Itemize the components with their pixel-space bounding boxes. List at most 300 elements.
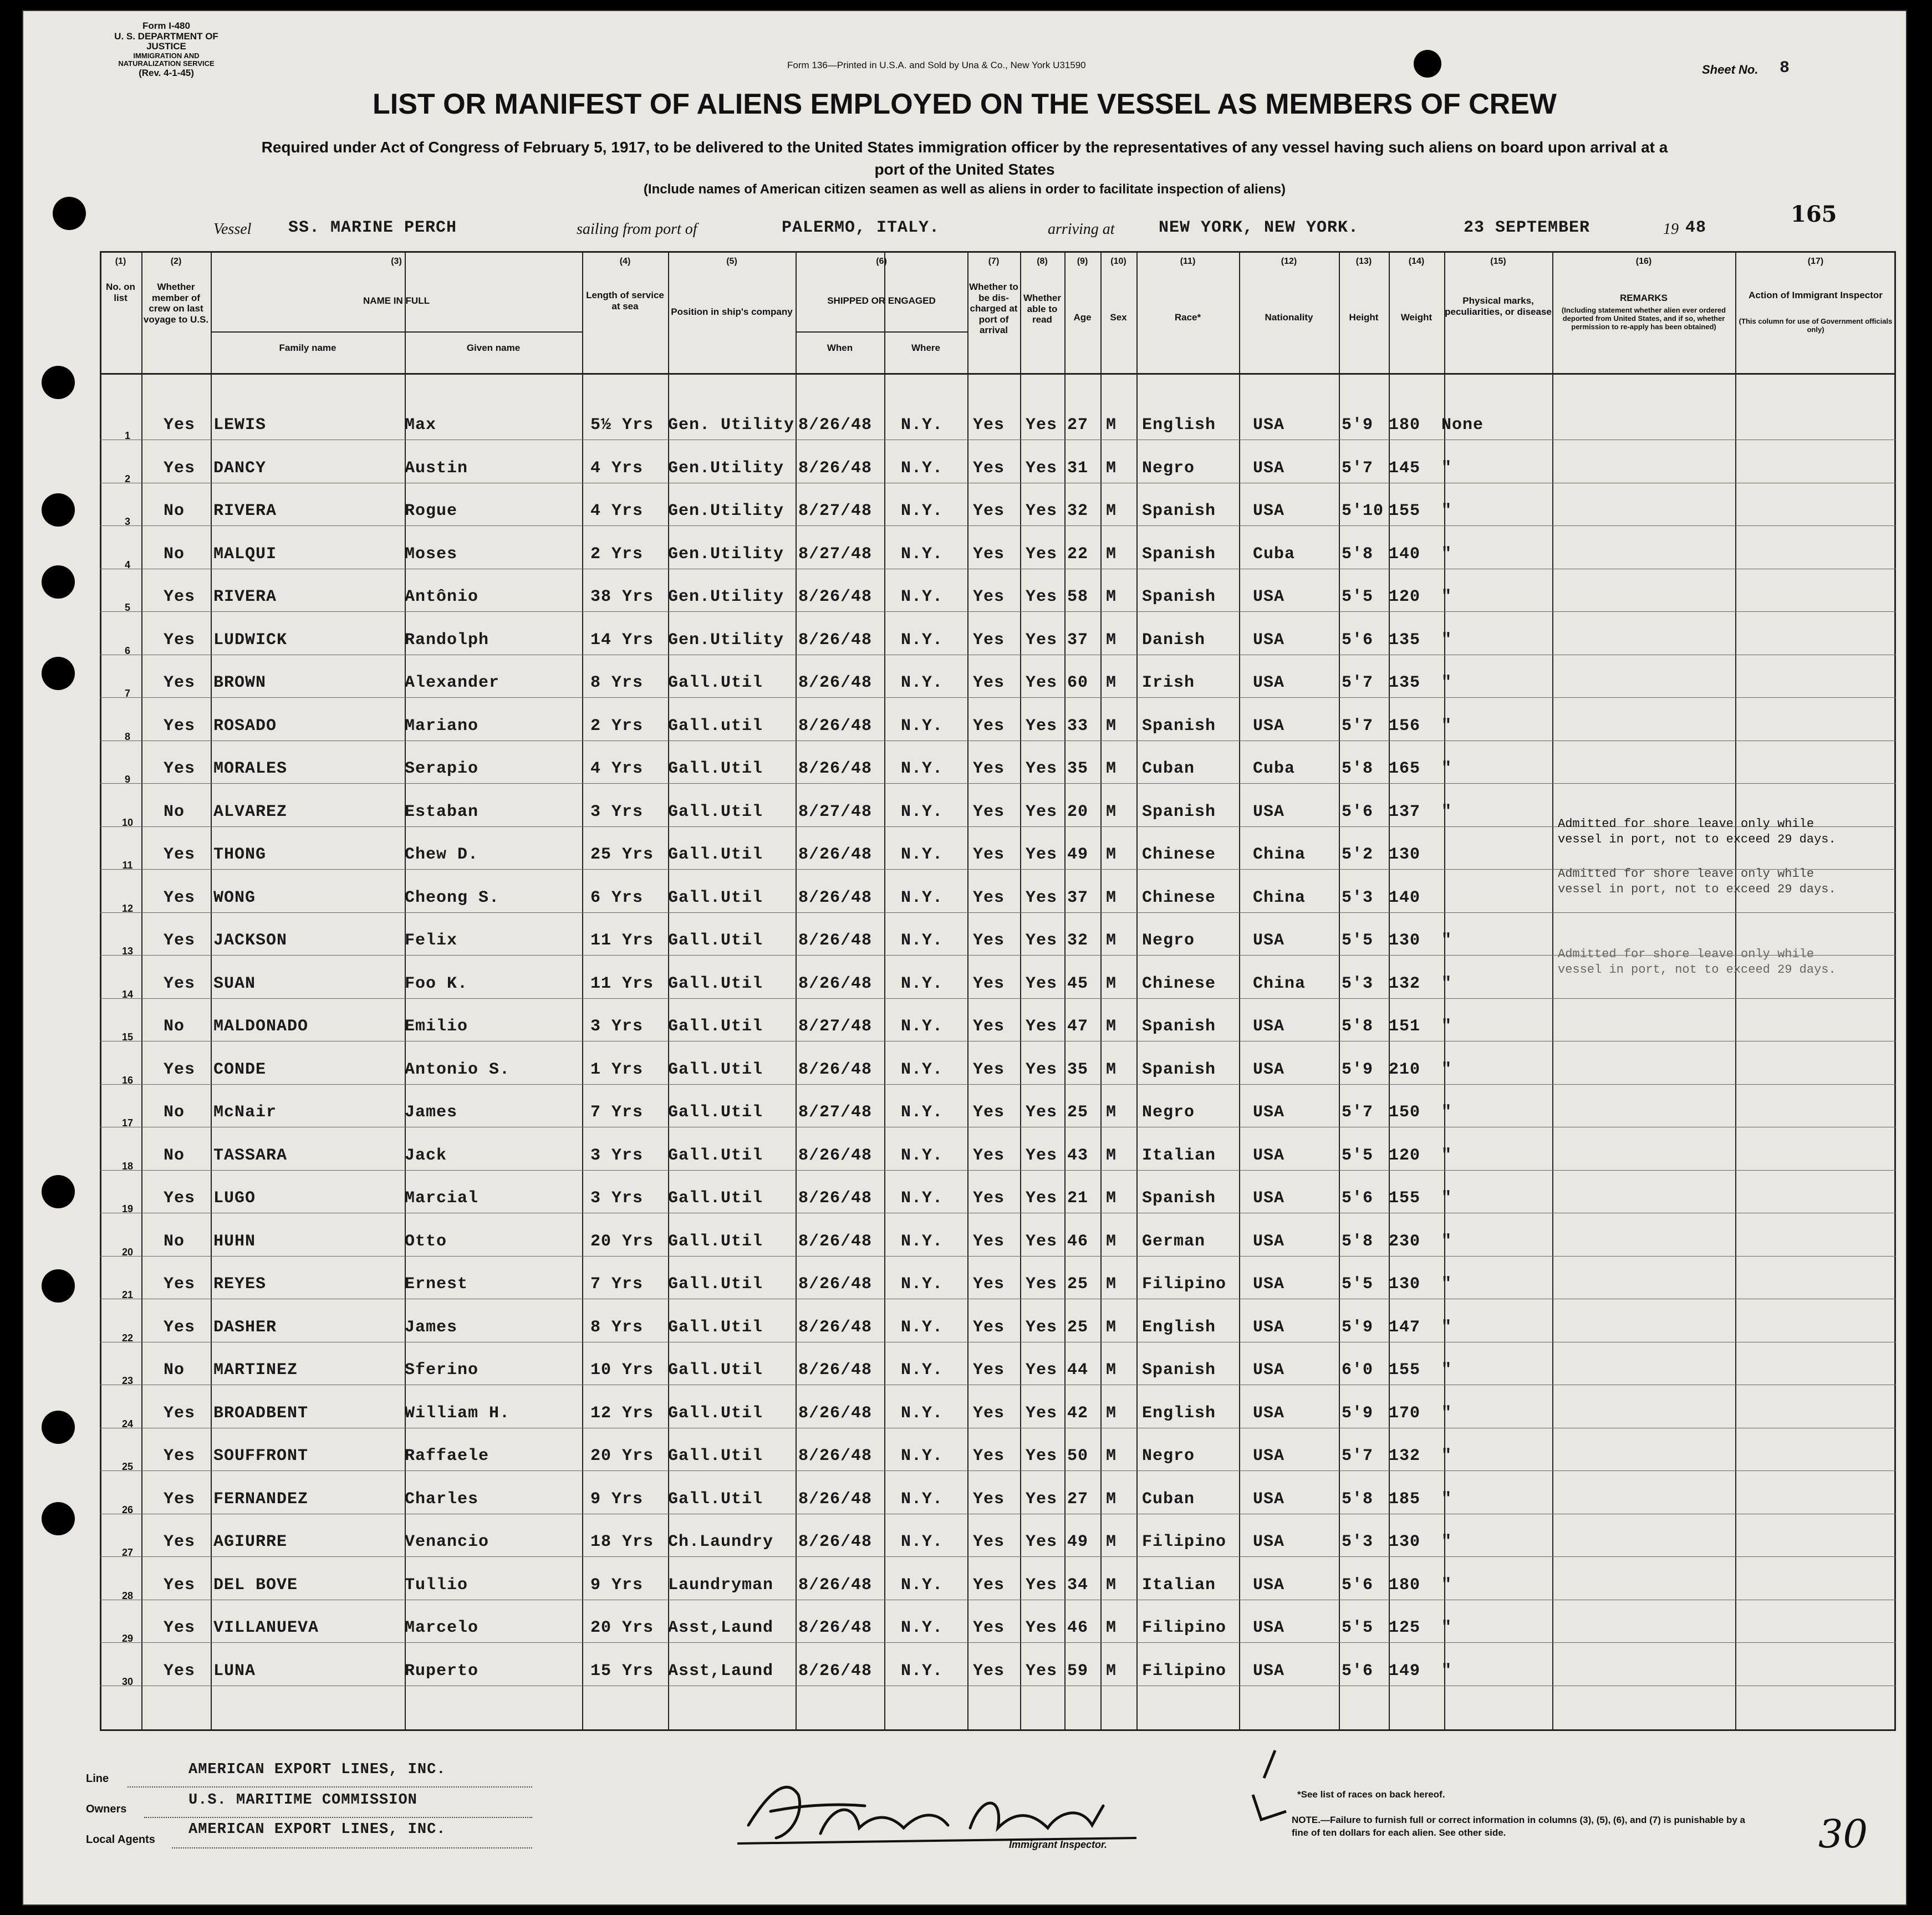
header-race: Race*: [1174, 312, 1201, 323]
row-number: 28: [121, 1590, 134, 1601]
shipped-where-cell: N.Y.: [901, 1146, 944, 1165]
shipped-where-cell: N.Y.: [901, 845, 944, 864]
nationality-cell: USA: [1253, 1361, 1285, 1380]
sex-cell: M: [1106, 588, 1117, 606]
position-cell: Gen.Utility: [668, 544, 784, 564]
physical-marks-cell: ": [1441, 502, 1452, 520]
position-cell: Gen.Utility: [668, 588, 784, 606]
given-name-cell: Felix: [405, 931, 458, 950]
race-cell: Filipino: [1142, 1618, 1227, 1637]
nationality-cell: USA: [1253, 673, 1285, 692]
age-cell: 25: [1067, 1317, 1089, 1337]
inspector-signature: [737, 1773, 1159, 1850]
height-cell: 5'6: [1342, 1189, 1374, 1208]
position-cell: Gall.Util: [668, 974, 763, 993]
given-name-cell: Austin: [405, 458, 468, 478]
subtitle-2: port of the United States: [874, 161, 1055, 178]
able-to-read-cell: Yes: [1026, 1060, 1058, 1079]
row-rule: [100, 1084, 1896, 1085]
row-number: 8: [124, 731, 130, 742]
height-cell: 5'9: [1342, 1317, 1374, 1337]
last-voyage-cell: Yes: [164, 1403, 196, 1423]
header-physical-marks: Physical marks, peculiarities, or disease: [1445, 295, 1552, 317]
shipped-when-cell: 8/26/48: [798, 416, 873, 435]
shipped-where-cell: N.Y.: [901, 1447, 944, 1465]
last-voyage-cell: Yes: [164, 1317, 196, 1337]
nationality-cell: Cuba: [1253, 544, 1296, 564]
family-name-cell: RIVERA: [213, 502, 277, 520]
shipped-where-cell: N.Y.: [901, 1103, 944, 1122]
position-cell: Gall.Util: [668, 1361, 763, 1380]
column-number: (10): [1110, 257, 1126, 266]
agency-line2: IMMIGRATION AND NATURALIZATION SERVICE: [118, 52, 215, 68]
header-position: Position in ship's company: [671, 307, 793, 317]
family-name-cell: DANCY: [213, 458, 267, 478]
shipped-where-cell: N.Y.: [901, 1489, 944, 1509]
race-cell: Negro: [1142, 458, 1195, 478]
shipped-when-cell: 8/26/48: [798, 673, 873, 692]
header-inspector-action: Action of Immigrant Inspector: [1749, 290, 1883, 300]
weight-cell: 130: [1389, 931, 1421, 950]
sex-cell: M: [1106, 1103, 1117, 1122]
last-voyage-cell: Yes: [164, 588, 196, 606]
family-name-cell: LUDWICK: [213, 630, 288, 650]
header-family-name: Family name: [279, 343, 337, 353]
given-name-cell: Mariano: [405, 716, 479, 736]
race-cell: Negro: [1142, 1103, 1195, 1122]
given-name-cell: Otto: [405, 1232, 447, 1251]
sex-cell: M: [1106, 458, 1117, 478]
discharged-cell: Yes: [973, 630, 1005, 650]
last-voyage-cell: No: [164, 1017, 185, 1036]
age-cell: 46: [1067, 1618, 1089, 1637]
height-cell: 5'3: [1342, 888, 1374, 907]
service-cell: 6 Yrs: [590, 888, 644, 907]
header-sex: Sex: [1110, 312, 1127, 323]
shipped-when-cell: 8/26/48: [798, 1146, 873, 1165]
family-name-cell: HUHN: [213, 1232, 256, 1251]
agents-label: Local Agents: [86, 1834, 155, 1846]
weight-cell: 130: [1389, 1533, 1421, 1551]
row-number: 16: [121, 1074, 134, 1086]
subtitle-1: Required under Act of Congress of February 5, 1917, to be delivered to the United States immigration officer by the representatives of any vessel having such aliens on board upon arrival at a: [261, 139, 1668, 156]
physical-marks-cell: ": [1441, 1575, 1452, 1595]
position-cell: Gen.Utility: [668, 630, 784, 650]
position-cell: Asst,Laund: [668, 1661, 774, 1681]
column-divider: [1100, 251, 1102, 1731]
owners-rule: [144, 1817, 532, 1818]
shipped-when-cell: 8/26/48: [798, 1232, 873, 1251]
shipped-where-cell: N.Y.: [901, 1403, 944, 1423]
sex-cell: M: [1106, 1447, 1117, 1465]
row-number: 23: [121, 1375, 134, 1386]
service-cell: 4 Yrs: [590, 759, 644, 778]
sex-cell: M: [1106, 759, 1117, 778]
column-divider: [211, 251, 212, 1731]
able-to-read-cell: Yes: [1026, 759, 1058, 778]
form-revision: (Rev. 4-1-45): [139, 67, 194, 78]
age-cell: 50: [1067, 1447, 1089, 1465]
row-number: 2: [124, 473, 130, 484]
last-voyage-cell: Yes: [164, 931, 196, 950]
service-cell: 7 Yrs: [590, 1103, 644, 1122]
weight-cell: 230: [1389, 1232, 1421, 1251]
physical-marks-cell: ": [1441, 1060, 1452, 1079]
race-cell: Irish: [1142, 673, 1195, 692]
age-cell: 31: [1067, 458, 1089, 478]
shipped-where-cell: N.Y.: [901, 673, 944, 692]
sex-cell: M: [1106, 1232, 1117, 1251]
position-cell: Gall.Util: [668, 1232, 763, 1251]
row-number: 18: [121, 1160, 134, 1172]
service-cell: 9 Yrs: [590, 1489, 644, 1509]
remark-row-14: Admitted for shore leave only while vessel in port, not to exceed 29 days.: [1558, 947, 1836, 977]
shipped-where-cell: N.Y.: [901, 502, 944, 520]
shipped-when-cell: 8/26/48: [798, 1447, 873, 1465]
physical-marks-cell: ": [1441, 1275, 1452, 1294]
race-cell: Filipino: [1142, 1275, 1227, 1294]
header-subdivider: [884, 331, 885, 373]
shipped-when-cell: 8/26/48: [798, 630, 873, 650]
weight-cell: 185: [1389, 1489, 1421, 1509]
service-cell: 38 Yrs: [590, 588, 654, 606]
last-voyage-cell: Yes: [164, 845, 196, 864]
header-no-on-list: No. on list: [106, 282, 135, 303]
physical-marks-cell: ": [1441, 544, 1452, 564]
given-name-cell: Alexander: [405, 673, 500, 692]
able-to-read-cell: Yes: [1026, 1361, 1058, 1380]
row-number: 30: [121, 1676, 134, 1687]
race-cell: English: [1142, 1317, 1216, 1337]
weight-cell: 156: [1389, 716, 1421, 736]
given-name-cell: James: [405, 1317, 458, 1337]
row-number: 11: [122, 860, 133, 871]
column-number: (17): [1807, 257, 1824, 266]
shipped-where-cell: N.Y.: [901, 1317, 944, 1337]
race-cell: Spanish: [1142, 1189, 1216, 1208]
row-number: 14: [121, 988, 134, 1000]
height-cell: 5'8: [1342, 1232, 1374, 1251]
subtitle-3: (Include names of American citizen seamen as well as aliens in order to facilitate inspection of aliens): [643, 182, 1286, 197]
given-name-cell: Rogue: [405, 502, 458, 520]
service-cell: 3 Yrs: [590, 1146, 644, 1165]
sex-cell: M: [1106, 1533, 1117, 1551]
column-divider: [582, 251, 583, 1731]
nationality-cell: USA: [1253, 1489, 1285, 1509]
last-voyage-cell: Yes: [164, 888, 196, 907]
header-length-of-service: Length of service at sea: [586, 290, 664, 311]
age-cell: 45: [1067, 974, 1089, 993]
position-cell: Gall.Util: [668, 1103, 763, 1122]
row-number: 26: [121, 1504, 134, 1515]
race-cell: Negro: [1142, 1447, 1195, 1465]
shipped-when-cell: 8/26/48: [798, 888, 873, 907]
sex-cell: M: [1106, 1575, 1117, 1595]
shipped-when-cell: 8/26/48: [798, 1361, 873, 1380]
race-cell: German: [1142, 1232, 1206, 1251]
height-cell: 5'9: [1342, 1403, 1374, 1423]
owners-label: Owners: [86, 1803, 127, 1815]
able-to-read-cell: Yes: [1026, 1575, 1058, 1595]
family-name-cell: McNair: [213, 1103, 277, 1122]
shipped-when-cell: 8/26/48: [798, 458, 873, 478]
discharged-cell: Yes: [973, 1317, 1005, 1337]
row-rule: [100, 1642, 1896, 1643]
weight-cell: 120: [1389, 1146, 1421, 1165]
row-number: 20: [121, 1246, 134, 1258]
weight-cell: 165: [1389, 759, 1421, 778]
nationality-cell: USA: [1253, 1403, 1285, 1423]
given-name-cell: Sferino: [405, 1361, 479, 1380]
sex-cell: M: [1106, 1618, 1117, 1637]
height-cell: 5'8: [1342, 1489, 1374, 1509]
punch-hole: [53, 197, 86, 230]
nationality-cell: Cuba: [1253, 759, 1296, 778]
shipped-when-cell: 8/26/48: [798, 1489, 873, 1509]
shipped-where-cell: N.Y.: [901, 1661, 944, 1681]
discharged-cell: Yes: [973, 416, 1005, 435]
nationality-cell: USA: [1253, 502, 1285, 520]
discharged-cell: Yes: [973, 888, 1005, 907]
form-number: Form I-480: [142, 21, 190, 31]
position-cell: Ch.Laundry: [668, 1533, 774, 1551]
row-rule: [100, 912, 1896, 913]
physical-marks-cell: ": [1441, 588, 1452, 606]
row-rule: [100, 1256, 1896, 1257]
shipped-where-cell: N.Y.: [901, 759, 944, 778]
weight-cell: 155: [1389, 1361, 1421, 1380]
able-to-read-cell: Yes: [1026, 1618, 1058, 1637]
service-cell: 14 Yrs: [590, 630, 654, 650]
row-rule: [100, 611, 1896, 612]
stamp-number: 165: [1791, 201, 1837, 227]
height-cell: 5'7: [1342, 716, 1374, 736]
column-number: (9): [1077, 257, 1088, 266]
row-number: 13: [121, 946, 134, 957]
service-cell: 20 Yrs: [590, 1447, 654, 1465]
physical-marks-cell: ": [1441, 931, 1452, 950]
departure-port: PALERMO, ITALY.: [782, 218, 940, 237]
position-cell: Gall.Util: [668, 1017, 763, 1036]
inspector-label: Immigrant Inspector.: [1009, 1839, 1108, 1850]
able-to-read-cell: Yes: [1026, 888, 1058, 907]
last-voyage-cell: Yes: [164, 974, 196, 993]
age-cell: 21: [1067, 1189, 1089, 1208]
position-cell: Gen. Utility: [668, 416, 795, 435]
given-name-cell: Estaban: [405, 802, 479, 821]
arrival-year: 48: [1685, 218, 1707, 237]
row-number: 19: [121, 1203, 134, 1214]
height-cell: 5'2: [1342, 845, 1374, 864]
row-number: 6: [124, 645, 130, 656]
row-number: 22: [121, 1332, 134, 1344]
nationality-cell: USA: [1253, 1103, 1285, 1122]
nationality-cell: USA: [1253, 716, 1285, 736]
nationality-cell: USA: [1253, 931, 1285, 950]
nationality-cell: USA: [1253, 1017, 1285, 1036]
header-subdivider: [211, 331, 582, 333]
header-last-voyage: Whether member of crew on last voyage to U.S.: [143, 282, 209, 325]
last-voyage-cell: Yes: [164, 1575, 196, 1595]
row-rule: [100, 1556, 1896, 1557]
age-cell: 22: [1067, 544, 1089, 564]
row-number: 12: [121, 902, 134, 914]
last-voyage-cell: Yes: [164, 1661, 196, 1681]
shipped-when-cell: 8/26/48: [798, 1317, 873, 1337]
family-name-cell: MARTINEZ: [213, 1361, 298, 1380]
height-cell: 5'7: [1342, 673, 1374, 692]
given-name-cell: William H.: [405, 1403, 511, 1423]
column-divider: [1552, 251, 1553, 1731]
shipped-when-cell: 8/26/48: [798, 1618, 873, 1637]
service-cell: 2 Yrs: [590, 544, 644, 564]
shipped-where-cell: N.Y.: [901, 1618, 944, 1637]
column-number: (4): [619, 257, 631, 266]
column-number: (13): [1355, 257, 1372, 266]
physical-marks-cell: ": [1441, 1189, 1452, 1208]
given-name-cell: Cheong S.: [405, 888, 500, 907]
service-cell: 8 Yrs: [590, 673, 644, 692]
physical-marks-cell: ": [1441, 1618, 1452, 1637]
row-number: 9: [124, 774, 130, 785]
weight-cell: 130: [1389, 1275, 1421, 1294]
row-number: 29: [121, 1633, 134, 1644]
weight-cell: 125: [1389, 1618, 1421, 1637]
nationality-cell: USA: [1253, 458, 1285, 478]
family-name-cell: FERNANDEZ: [213, 1489, 309, 1509]
race-cell: English: [1142, 1403, 1216, 1423]
sex-cell: M: [1106, 931, 1117, 950]
able-to-read-cell: Yes: [1026, 1103, 1058, 1122]
height-cell: 5'5: [1342, 1275, 1374, 1294]
shipped-when-cell: 8/26/48: [798, 1661, 873, 1681]
able-to-read-cell: Yes: [1026, 716, 1058, 736]
age-cell: 25: [1067, 1103, 1089, 1122]
race-cell: Spanish: [1142, 544, 1216, 564]
race-cell: Chinese: [1142, 845, 1216, 864]
height-cell: 5'6: [1342, 1575, 1374, 1595]
last-voyage-cell: No: [164, 1103, 185, 1122]
arrival-port: NEW YORK, NEW YORK.: [1159, 218, 1359, 237]
header-remarks-note: (Including statement whether alien ever ordered deported from United States, and if so, whether permission to re-apply has been obtained): [1561, 306, 1726, 331]
column-divider: [1339, 251, 1340, 1731]
printer-line: Form 136—Printed in U.S.A. and Sold by Una & Co., New York U31590: [787, 60, 1086, 70]
weight-cell: 180: [1389, 1575, 1421, 1595]
discharged-cell: Yes: [973, 1618, 1005, 1637]
discharged-cell: Yes: [973, 1489, 1005, 1509]
physical-marks-cell: ": [1441, 1361, 1452, 1380]
shipped-where-cell: N.Y.: [901, 931, 944, 950]
line-label: Line: [86, 1773, 109, 1785]
given-name-cell: Raffaele: [405, 1447, 490, 1465]
shipped-where-cell: N.Y.: [901, 716, 944, 736]
service-cell: 5½ Yrs: [590, 416, 654, 435]
age-cell: 32: [1067, 502, 1089, 520]
race-cell: Italian: [1142, 1575, 1216, 1595]
physical-marks-cell: ": [1441, 1146, 1452, 1165]
agency-line1: U. S. DEPARTMENT OF JUSTICE: [114, 30, 218, 52]
height-cell: 5'8: [1342, 759, 1374, 778]
given-name-cell: Charles: [405, 1489, 479, 1509]
column-divider: [1735, 251, 1736, 1731]
last-voyage-cell: Yes: [164, 1447, 196, 1465]
able-to-read-cell: Yes: [1026, 1403, 1058, 1423]
race-cell: Chinese: [1142, 888, 1216, 907]
sex-cell: M: [1106, 416, 1117, 435]
family-name-cell: ROSADO: [213, 716, 277, 736]
column-divider: [796, 251, 797, 1731]
last-voyage-cell: No: [164, 1232, 185, 1251]
nationality-cell: China: [1253, 888, 1306, 907]
shipped-where-cell: N.Y.: [901, 588, 944, 606]
shipped-when-cell: 8/26/48: [798, 1575, 873, 1595]
height-cell: 5'5: [1342, 1146, 1374, 1165]
weight-cell: 180: [1389, 416, 1421, 435]
owners-value: U.S. MARITIME COMMISSION: [188, 1792, 417, 1809]
nationality-cell: USA: [1253, 1618, 1285, 1637]
age-cell: 33: [1067, 716, 1089, 736]
sex-cell: M: [1106, 1317, 1117, 1337]
service-cell: 9 Yrs: [590, 1575, 644, 1595]
page-mark: 30: [1818, 1811, 1868, 1857]
last-voyage-cell: Yes: [164, 1275, 196, 1294]
row-number: 10: [121, 816, 134, 828]
given-name-cell: Serapio: [405, 759, 479, 778]
given-name-cell: Jack: [405, 1146, 447, 1165]
position-cell: Gall.Util: [668, 888, 763, 907]
discharged-cell: Yes: [973, 673, 1005, 692]
given-name-cell: Chew D.: [405, 845, 479, 864]
weight-cell: 150: [1389, 1103, 1421, 1122]
column-number: (7): [988, 257, 1000, 266]
discharged-cell: Yes: [973, 1146, 1005, 1165]
header-when: When: [827, 343, 853, 353]
weight-cell: 155: [1389, 502, 1421, 520]
last-voyage-cell: Yes: [164, 1533, 196, 1551]
header-weight: Weight: [1400, 312, 1433, 323]
check-mark: [1242, 1745, 1297, 1834]
able-to-read-cell: Yes: [1026, 1189, 1058, 1208]
fine-note: NOTE.—Failure to furnish full or correct information in columns (3), (5), (6), and (7) is punishable by a fine of ten dollars for each alien. See other side.: [1292, 1815, 1745, 1838]
last-voyage-cell: Yes: [164, 759, 196, 778]
race-cell: Italian: [1142, 1146, 1216, 1165]
nationality-cell: USA: [1253, 802, 1285, 821]
vessel-name: SS. MARINE PERCH: [288, 218, 457, 237]
vessel-label: Vessel: [213, 221, 252, 238]
punch-hole: [42, 1411, 75, 1444]
discharged-cell: Yes: [973, 1661, 1005, 1681]
height-cell: 5'5: [1342, 1618, 1374, 1637]
physical-marks-cell: ": [1441, 1447, 1452, 1465]
sex-cell: M: [1106, 1661, 1117, 1681]
last-voyage-cell: Yes: [164, 1489, 196, 1509]
last-voyage-cell: Yes: [164, 1189, 196, 1208]
able-to-read-cell: Yes: [1026, 931, 1058, 950]
column-divider: [1136, 251, 1138, 1731]
family-name-cell: CONDE: [213, 1060, 267, 1079]
punch-hole: [42, 1269, 75, 1303]
row-rule: [100, 998, 1896, 999]
remark-row-11: Admitted for shore leave only while vessel in port, not to exceed 29 days.: [1558, 817, 1836, 846]
weight-cell: 155: [1389, 1189, 1421, 1208]
given-name-cell: Emilio: [405, 1017, 468, 1036]
shipped-where-cell: N.Y.: [901, 1361, 944, 1380]
physical-marks-cell: ": [1441, 1533, 1452, 1551]
service-cell: 3 Yrs: [590, 1189, 644, 1208]
header-height: Height: [1349, 312, 1379, 323]
family-name-cell: DASHER: [213, 1317, 277, 1337]
height-cell: 5'6: [1342, 802, 1374, 821]
